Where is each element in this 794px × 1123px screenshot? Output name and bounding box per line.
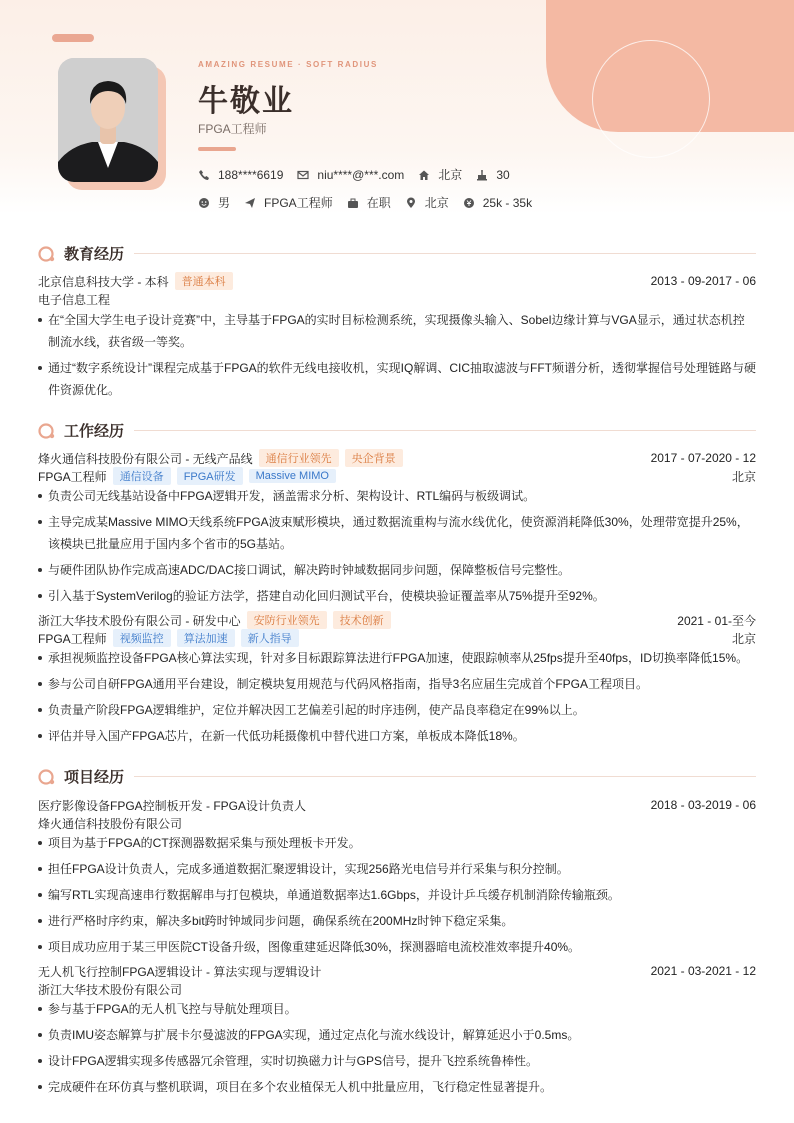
education-bullet: 通过“数字系统设计”课程完成基于FPGA的软件无线电接收机，实现IQ解调、CIC抽取滤波与FFT频谱分析，透彻掌握信号处理链路与硬件资源优化。 bbox=[38, 357, 756, 401]
project-company-row bbox=[38, 980, 756, 998]
target-job-item bbox=[244, 194, 333, 211]
header-decor-ring bbox=[592, 40, 710, 158]
project-header bbox=[38, 796, 756, 814]
skill-tag: Massive MIMO bbox=[249, 469, 336, 483]
status-item bbox=[347, 194, 391, 211]
job-role: FPGA工程师 bbox=[38, 631, 107, 646]
section-divider bbox=[134, 776, 756, 777]
salary-text: 25k - 35k bbox=[482, 195, 533, 210]
gender-text: 男 bbox=[218, 196, 231, 210]
phone-text: 188****6619 bbox=[218, 167, 284, 182]
project-section-header bbox=[38, 765, 756, 787]
mail-icon bbox=[297, 169, 309, 181]
job-period: 2017 - 07-2020 - 12 bbox=[650, 451, 756, 465]
company-tag: 央企背景 bbox=[345, 449, 403, 467]
briefcase-icon bbox=[347, 197, 359, 209]
job-bullet: 参与公司自研FPGA通用平台建设，制定模块复用规范与代码风格指南，指导3名应届生完成首个FPGA工程项目。 bbox=[38, 673, 756, 695]
status-text: 在职 bbox=[366, 196, 391, 210]
salary-item bbox=[463, 196, 532, 210]
section-divider bbox=[134, 253, 756, 254]
skill-tag: 新人指导 bbox=[241, 629, 299, 647]
job-bullet: 与硬件团队协作完成高速ADC/DAC接口调试，解决跨时钟域数据同步问题，保障整板信号完整性。 bbox=[38, 559, 756, 581]
education-section-title: 教育经历 bbox=[64, 245, 125, 263]
project-bullet: 设计FPGA逻辑实现多传感器冗余管理，实时切换磁力计与GPS信号，提升飞控系统鲁棒性。 bbox=[38, 1050, 756, 1072]
education-bullet: 在“全国大学生电子设计竞赛”中，主导基于FPGA的实时目标检测系统，实现摄像头输入、Sobel边缘计算与VGA显示，通过状态机控制流水线，获省级一等奖。 bbox=[38, 309, 756, 353]
skill-tag: FPGA研发 bbox=[177, 467, 243, 485]
job-bullet: 负责公司无线基站设备中FPGA逻辑开发，涵盖需求分析、架构设计、RTL编码与板级调试。 bbox=[38, 485, 756, 507]
company-name: 烽火通信科技股份有限公司 - 无线产品线 bbox=[38, 451, 253, 466]
home-city-text: 北京 bbox=[438, 168, 463, 182]
section-divider bbox=[134, 430, 756, 431]
school-name: 北京信息科技大学 - 本科 bbox=[38, 274, 169, 289]
company-tag: 通信行业领先 bbox=[259, 449, 339, 467]
send-icon bbox=[244, 197, 256, 209]
candidate-name: 牛敬业 bbox=[198, 85, 294, 118]
phone-icon bbox=[198, 169, 210, 181]
skill-tag: 通信设备 bbox=[113, 467, 171, 485]
header-decor-bar bbox=[52, 34, 94, 42]
job-bullet: 主导完成某Massive MIMO天线系统FPGA波束赋形模块，通过数据流重构与流水线优化，使资源消耗降低30%，处理带宽提升25%，该模块已批量应用于国内多个省市的5G基站。 bbox=[38, 511, 756, 555]
skill-tag: 算法加速 bbox=[177, 629, 235, 647]
project-section-title: 项目经历 bbox=[64, 768, 125, 786]
education-period: 2013 - 09-2017 - 06 bbox=[650, 274, 756, 288]
money-icon bbox=[463, 197, 475, 209]
job-city: 北京 bbox=[731, 631, 756, 646]
cake-icon bbox=[476, 169, 488, 181]
contact-info-row bbox=[198, 166, 524, 183]
target-job-text: FPGA工程师 bbox=[264, 196, 333, 210]
major-name: 电子信息工程 bbox=[38, 292, 111, 307]
target-city-text: 北京 bbox=[424, 196, 449, 210]
email-text: niu****@***.com bbox=[317, 167, 405, 182]
job-bullet: 引入基于SystemVerilog的验证方法学，搭建自动化回归测试平台，使模块验证覆盖率从75%提升至92%。 bbox=[38, 585, 756, 607]
resume-tagline: AMAZING RESUME · SOFT RADIUS bbox=[198, 60, 378, 69]
section-bubble-icon bbox=[38, 244, 56, 262]
work-section-header bbox=[38, 419, 756, 441]
age-item bbox=[476, 168, 509, 182]
candidate-job-title: FPGA工程师 bbox=[198, 122, 267, 136]
project-bullet: 进行严格时序约束，解决多bit跨时钟域同步问题，确保系统在200MHz时钟下稳定采集。 bbox=[38, 910, 756, 932]
project-bullet: 编写RTL实现高速串行数据解串与打包模块，单通道数据率达1.6Gbps，并设计乒乓缓存机制消除传输瓶颈。 bbox=[38, 884, 756, 906]
project-bullet: 担任FPGA设计负责人，完成多通道数据汇聚逻辑设计，实现256路光电信号并行采集与积分控制。 bbox=[38, 858, 756, 880]
job-role: FPGA工程师 bbox=[38, 469, 107, 484]
home-item bbox=[418, 166, 462, 183]
gender-item bbox=[198, 194, 230, 211]
project-company: 烽火通信科技股份有限公司 bbox=[38, 816, 183, 831]
education-section-header bbox=[38, 242, 756, 264]
education-major-row bbox=[38, 290, 756, 308]
job-role-row bbox=[38, 629, 756, 647]
project-period: 2018 - 03-2019 - 06 bbox=[650, 798, 756, 812]
section-bubble-icon bbox=[38, 421, 56, 439]
project-header bbox=[38, 962, 756, 980]
avatar-portrait-icon bbox=[58, 58, 158, 182]
phone-item bbox=[198, 168, 283, 182]
project-name: 无人机飞行控制FPGA逻辑设计 - 算法实现与逻辑设计 bbox=[38, 964, 322, 979]
project-bullet: 项目成功应用于某三甲医院CT设备升级，图像重建延迟降低30%，探测器暗电流校准效率提升40%。 bbox=[38, 936, 756, 958]
job-bullet: 评估并导入国产FPGA芯片，在新一代低功耗摄像机中替代进口方案，单板成本降低18%。 bbox=[38, 725, 756, 747]
project-bullet: 负责IMU姿态解算与扩展卡尔曼滤波的FPGA实现，通过定点化与流水线设计，解算延迟小于0.5ms。 bbox=[38, 1024, 756, 1046]
project-period: 2021 - 03-2021 - 12 bbox=[650, 964, 756, 978]
project-company: 浙江大华技术股份有限公司 bbox=[38, 982, 183, 997]
smile-icon bbox=[198, 197, 210, 209]
job-period: 2021 - 01-至今 bbox=[677, 613, 756, 628]
project-bullet: 完成硬件在环仿真与整机联调，项目在多个农业植保无人机中批量应用，飞行稳定性显著提升。 bbox=[38, 1076, 756, 1098]
home-icon bbox=[418, 169, 430, 181]
company-tag: 技术创新 bbox=[333, 611, 391, 629]
job-bullet: 负责量产阶段FPGA逻辑维护，定位并解决因工艺偏差引起的时序违例，使产品良率稳定在99%以上。 bbox=[38, 699, 756, 721]
job-city: 北京 bbox=[731, 469, 756, 484]
profile-info-row bbox=[198, 194, 546, 211]
project-company-row bbox=[38, 814, 756, 832]
avatar bbox=[58, 58, 158, 182]
education-entry-header bbox=[38, 272, 756, 290]
project-bullet: 项目为基于FPGA的CT探测器数据采集与预处理板卡开发。 bbox=[38, 832, 756, 854]
company-name: 浙江大华技术股份有限公司 - 研发中心 bbox=[38, 613, 241, 628]
project-bullet: 参与基于FPGA的无人机飞控与导航处理项目。 bbox=[38, 998, 756, 1020]
location-pin-icon bbox=[405, 197, 417, 209]
project-name: 医疗影像设备FPGA控制板开发 - FPGA设计负责人 bbox=[38, 798, 307, 813]
work-section-title: 工作经历 bbox=[64, 422, 125, 440]
email-item bbox=[297, 168, 404, 182]
job-header bbox=[38, 449, 756, 467]
job-header bbox=[38, 611, 756, 629]
job-role-row bbox=[38, 467, 756, 485]
school-tag: 普通本科 bbox=[175, 272, 233, 290]
company-tag: 安防行业领先 bbox=[247, 611, 327, 629]
skill-tag: 视频监控 bbox=[113, 629, 171, 647]
section-bubble-icon bbox=[38, 767, 56, 785]
age-text: 30 bbox=[496, 167, 510, 182]
target-city-item bbox=[405, 194, 449, 211]
job-bullet: 承担视频监控设备FPGA核心算法实现，针对多目标跟踪算法进行FPGA加速，使跟踪帧率从25fps提升至40fps，ID切换率降低15%。 bbox=[38, 647, 756, 669]
name-underline bbox=[198, 147, 236, 151]
